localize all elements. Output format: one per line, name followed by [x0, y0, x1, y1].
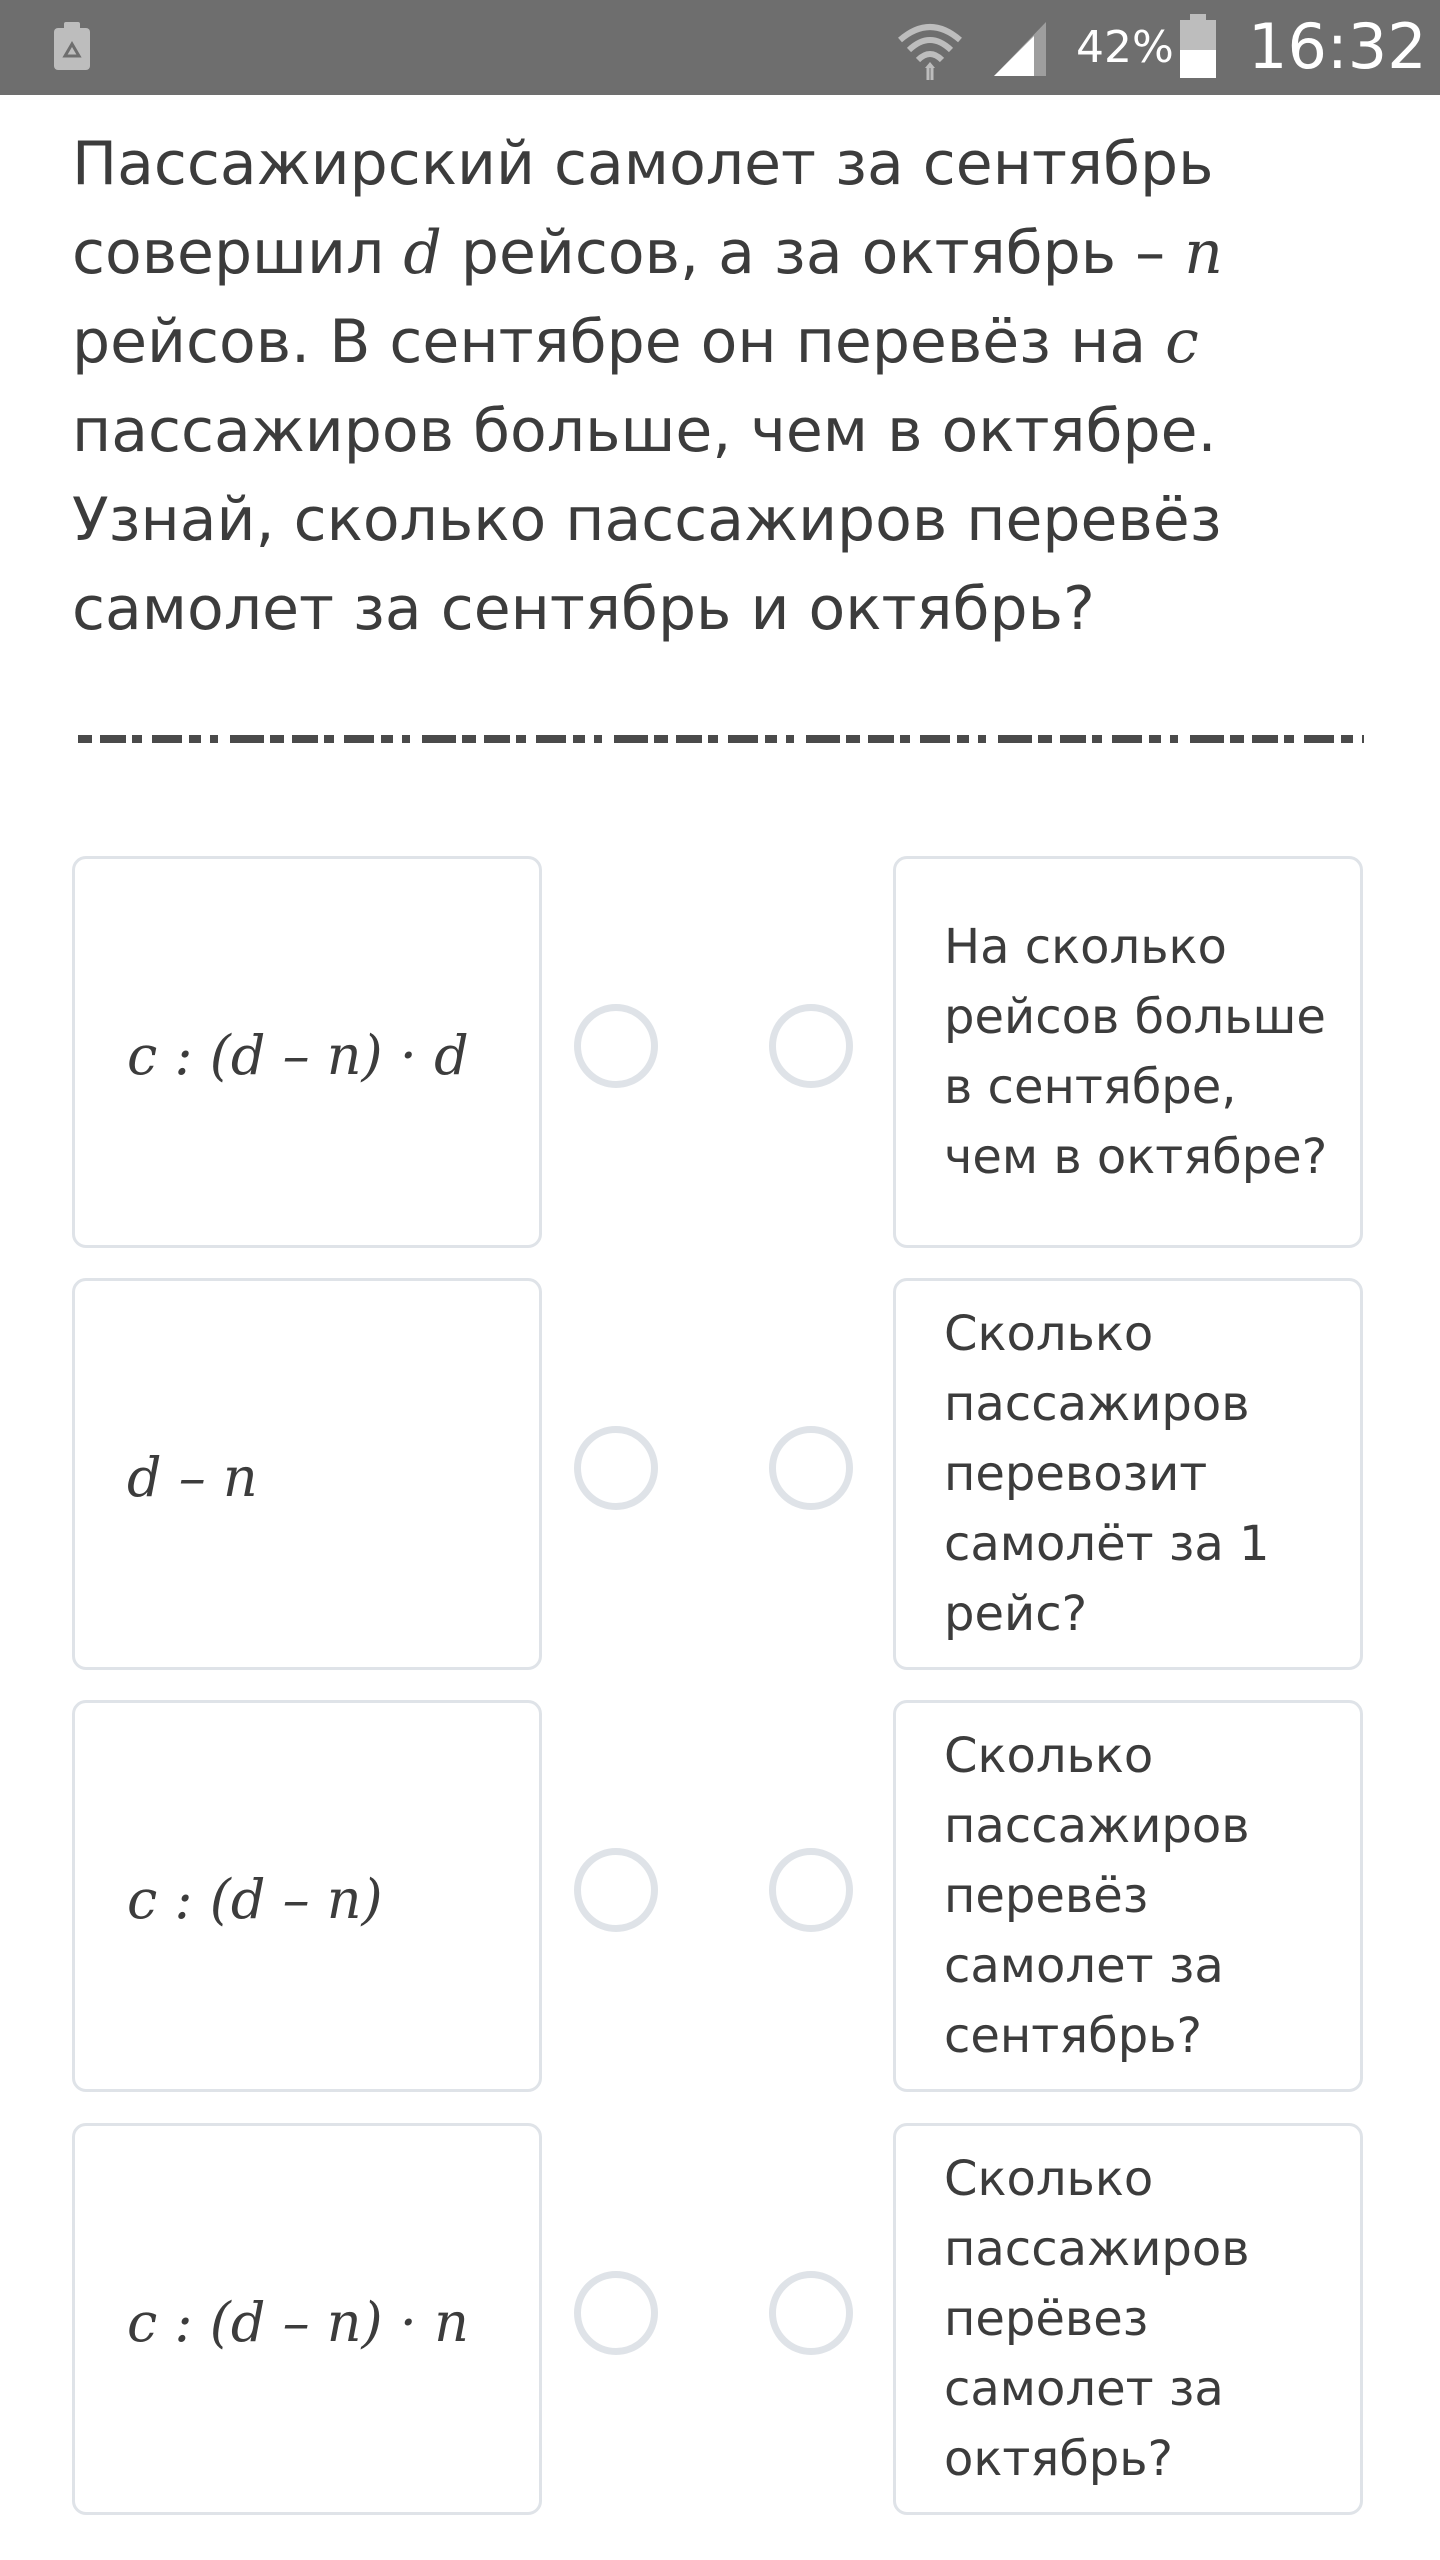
expression-card[interactable] — [72, 2123, 542, 2515]
match-row — [72, 856, 1368, 1252]
expression-formula: c : (d – n) — [127, 1867, 383, 1931]
variable-n: n — [1184, 218, 1223, 288]
signal-icon — [990, 18, 1050, 78]
question-text-3: рейсов. В сентябре он перевёз на — [72, 307, 1166, 377]
question-text-1: Пассажирский самолет за сентябрь совершил — [72, 129, 1214, 288]
question-card[interactable] — [893, 1700, 1363, 2092]
question-card-text: Сколько пассажиров перевозит самолёт за 1 рейс? — [944, 1306, 1270, 1642]
expression-formula: c : (d – n) · d — [127, 1023, 469, 1087]
match-row — [72, 2123, 1368, 2519]
dashed-divider — [78, 733, 1364, 745]
question-card-text: Сколько пассажиров перевёз самолет за сентябрь? — [944, 1728, 1250, 2064]
question-card-text: На сколько рейсов больше в сентябре, чем в октябре? — [944, 919, 1328, 1185]
right-connector-dot[interactable] — [769, 2271, 853, 2355]
variable-d: d — [403, 218, 442, 288]
right-connector-dot[interactable] — [769, 1848, 853, 1932]
question-text-2: рейсов, а за октябрь – — [441, 218, 1185, 288]
match-row — [72, 1278, 1368, 1674]
question-text-4: пассажиров больше, чем в октябре. Узнай, сколько пассажиров перевёз самолет за сентябрь и октябрь? — [72, 396, 1222, 644]
left-connector-dot[interactable] — [574, 2271, 658, 2355]
left-connector-dot[interactable] — [574, 1004, 658, 1088]
question-card[interactable] — [893, 1278, 1363, 1670]
clock: 16:32 — [1248, 10, 1427, 83]
status-bar — [0, 0, 1440, 95]
task-question — [72, 120, 1372, 654]
battery-percent: 42% — [1076, 22, 1174, 73]
expression-formula: c : (d – n) · n — [127, 2290, 469, 2354]
battery-icon — [1178, 14, 1218, 80]
variable-c: c — [1165, 307, 1199, 377]
recycle-icon — [52, 20, 92, 72]
right-connector-dot[interactable] — [769, 1004, 853, 1088]
question-card[interactable] — [893, 2123, 1363, 2515]
question-card-text: Сколько пассажиров перёвез самолет за октябрь? — [944, 2151, 1250, 2487]
expression-card[interactable] — [72, 856, 542, 1248]
expression-card[interactable] — [72, 1700, 542, 2092]
left-connector-dot[interactable] — [574, 1848, 658, 1932]
left-connector-dot[interactable] — [574, 1426, 658, 1510]
expression-card[interactable] — [72, 1278, 542, 1670]
match-row — [72, 1700, 1368, 2096]
wifi-icon — [895, 14, 965, 84]
expression-formula: d – n — [127, 1445, 258, 1509]
question-card[interactable] — [893, 856, 1363, 1248]
right-connector-dot[interactable] — [769, 1426, 853, 1510]
